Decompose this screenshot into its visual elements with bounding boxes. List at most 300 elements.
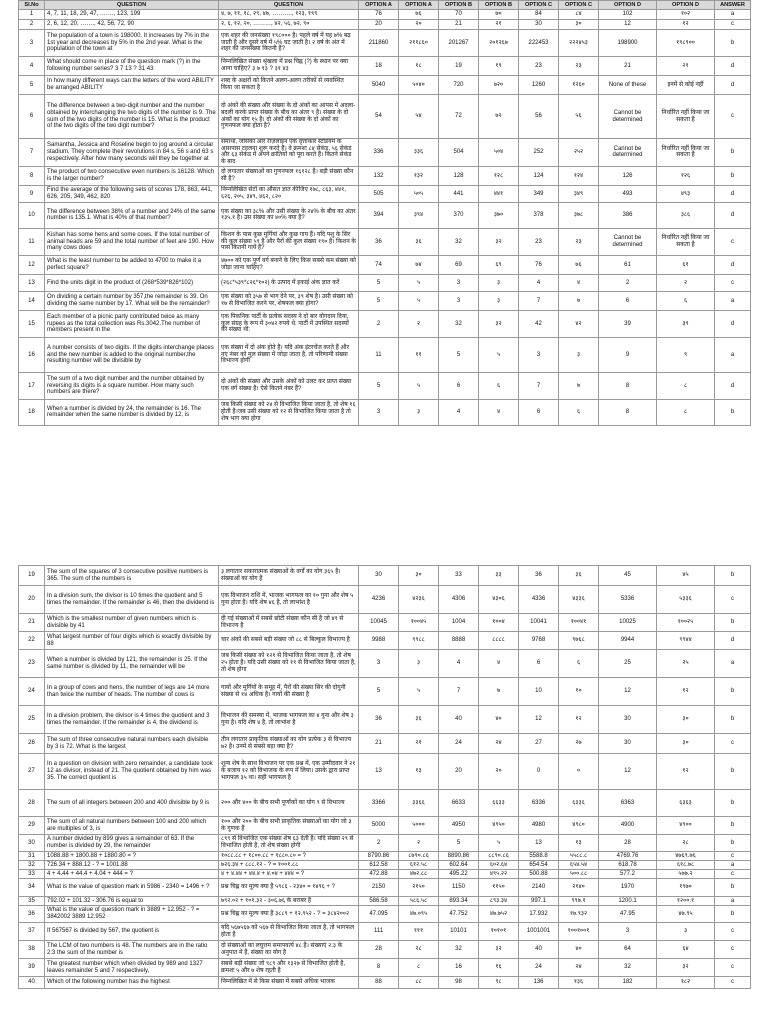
sl-no-cell: 39 (19, 959, 45, 977)
option-c-hi-cell: ० (559, 754, 599, 790)
option-c-hi-cell: ४३३६ (559, 586, 599, 614)
table-row (19, 977, 751, 989)
option-b-cell: 128 (439, 166, 479, 185)
option-a-cell: 8790.86 (359, 852, 399, 861)
option-c-cell: 76 (519, 255, 559, 274)
option-c-cell: 6 (519, 650, 559, 678)
question-en-cell: 2, 6, 12, 20, ……., 42, 56, 72, 90 (45, 20, 219, 30)
option-c-hi-cell: ९७६८ (559, 632, 599, 650)
option-c-hi-cell: ५००.८८ (559, 870, 599, 879)
answer-cell: d (715, 632, 751, 650)
table-row (19, 95, 751, 139)
option-b-hi-cell: ३३ (479, 566, 519, 586)
table-row (19, 185, 751, 202)
option-b-hi-cell: ३२ (479, 941, 519, 959)
option-c-cell: 252 (519, 139, 559, 167)
option-b-hi-cell: २०१२६७ (479, 30, 519, 57)
option-c-cell: 1001001 (519, 923, 559, 941)
option-d-cell: 198900 (599, 30, 657, 57)
header-question: QUESTION (45, 1, 219, 10)
option-c-hi-cell: १००४१ (559, 614, 599, 632)
option-d-hi-cell: ४७६९.७६ (657, 852, 715, 861)
option-c-cell: 56 (519, 95, 559, 139)
question-hi-cell: किशन के पास कुछ मुर्गियां और कुछ गाय हैं। यदि पशु के सिर की कुल संख्या ५९ है और पैरों की कुल संख्या १९० है। किशन के पास कितनी गायें हैं? (219, 228, 359, 255)
option-a-cell: 336 (359, 139, 399, 167)
option-d-hi-cell: ४९३ (657, 185, 715, 202)
option-a-hi-cell: ३६ (399, 706, 439, 734)
sl-no-cell: 28 (19, 790, 45, 817)
question-en-cell: Find the average of the following sets of scores 178, 863, 441, 626, 205, 349, 462, 820 (45, 185, 219, 202)
question-en-cell: Which of the following number has the highest (45, 977, 219, 989)
option-a-hi-cell: ३० (399, 566, 439, 586)
header-option-a-hindi: OPTION A (399, 1, 439, 10)
sl-no-cell: 6 (19, 95, 45, 139)
table-row (19, 566, 751, 586)
header-row (19, 1, 751, 10)
option-c-cell: 136 (519, 977, 559, 989)
option-b-hi-cell: ४९५० (479, 817, 519, 835)
option-b-cell: 19 (439, 57, 479, 76)
option-a-cell: 5 (359, 678, 399, 706)
option-c-cell: 997.1 (519, 897, 559, 906)
option-b-cell: 8888 (439, 632, 479, 650)
option-b-hi-cell: १९ (479, 57, 519, 76)
question-hi-cell: प्रश्न चिह्न का मूल्य क्या है ५९८६ - २३४० = १४९६ + ? (219, 879, 359, 897)
option-a-hi-cell: २ (399, 310, 439, 337)
option-c-hi-cell: १२६० (559, 76, 599, 95)
question-hi-cell: जब किसी संख्या को १२१ से विभाजित किया जाता है, तो शेष २५ होता है। यदि उसी संख्या को ११ से विभाजित किया जाता है, तो शेष होगा (219, 650, 359, 678)
question-en-cell: The sum of all natural numbers between 100 and 200 which are multiples of 3, is (45, 817, 219, 835)
option-a-hi-cell: ४७.०९५ (399, 906, 439, 923)
table-row (19, 586, 751, 614)
table-row (19, 76, 751, 95)
question-hi-cell: दो लगातार संख्याओं का गुणनफल १६१२८ है। बड़ी संख्या कौन सी है? (219, 166, 359, 185)
answer-cell: c (715, 274, 751, 291)
option-b-cell: 5 (439, 337, 479, 372)
answer-cell: c (715, 923, 751, 941)
question-en-cell: 1088.88 + 1800.88 + 1880.80 = ? (45, 852, 219, 861)
question-en-cell: The sum of three consecutive natural numbers each divisible by 3 is 72. What is the largest (45, 734, 219, 754)
option-b-hi-cell: ३ (479, 291, 519, 310)
option-d-cell: 1970 (599, 879, 657, 897)
table-row (19, 372, 751, 399)
option-d-cell: 5336 (599, 586, 657, 614)
option-b-cell: 3 (439, 291, 479, 310)
option-a-cell: 21 (359, 734, 399, 754)
option-c-hi-cell: ७ (559, 291, 599, 310)
option-c-hi-cell: ६३३६ (559, 790, 599, 817)
question-hi-cell: चार अंकों की सबसे बड़ी संख्या जो ८८ से बिल्कुल विभाज्य है (219, 632, 359, 650)
option-a-hi-cell: ५०४० (399, 76, 439, 95)
option-d-hi-cell: निर्धारित नहीं किया जा सकता है (657, 95, 715, 139)
question-en-cell: The difference between a two-digit number and the number obtained by interchanging the two digits of the number is 9. The sum of the two digits of the number is 15. What is the product of the two digits of the two digit number? (45, 95, 219, 139)
answer-cell: b (715, 399, 751, 425)
option-a-cell: 3366 (359, 790, 399, 817)
option-d-hi-cell: ६३६३ (657, 790, 715, 817)
option-c-hi-cell: २२२४५३ (559, 30, 599, 57)
option-c-hi-cell: १० (559, 678, 599, 706)
answer-cell: a (715, 337, 751, 372)
option-c-cell: 3 (519, 337, 559, 372)
option-b-cell: 5 (439, 835, 479, 852)
option-b-hi-cell: ७ (479, 678, 519, 706)
option-a-hi-cell: ४२३६ (399, 586, 439, 614)
option-d-hi-cell: ६४ (657, 941, 715, 959)
table-row (19, 817, 751, 835)
sl-no-cell: 36 (19, 906, 45, 923)
answer-cell: b (715, 754, 751, 790)
option-a-cell: 4236 (359, 586, 399, 614)
option-d-hi-cell: ३८६ (657, 202, 715, 228)
option-d-cell: 8 (599, 372, 657, 399)
option-b-cell: 6 (439, 372, 479, 399)
sl-no-cell: 29 (19, 817, 45, 835)
option-a-cell: 111 (359, 923, 399, 941)
option-b-cell: 32 (439, 228, 479, 255)
option-c-cell: 9768 (519, 632, 559, 650)
option-b-hi-cell: २१ (479, 20, 519, 30)
option-b-cell: 4306 (439, 586, 479, 614)
option-a-hi-cell: २१५० (399, 879, 439, 897)
option-c-hi-cell: १२४ (559, 166, 599, 185)
option-a-cell: 586.58 (359, 897, 399, 906)
option-b-hi-cell: ११५० (479, 879, 519, 897)
option-d-cell: 8 (599, 399, 657, 425)
option-c-cell: 36 (519, 566, 559, 586)
option-b-hi-cell: ४४१ (479, 185, 519, 202)
option-b-cell: 32 (439, 310, 479, 337)
question-table-top (18, 0, 751, 426)
answer-cell: c (715, 977, 751, 989)
sl-no-cell: 20 (19, 586, 45, 614)
sl-no-cell: 37 (19, 923, 45, 941)
answer-cell: a (715, 291, 751, 310)
question-hi-cell: ३ लगातार सकारात्मक संख्याओं के वर्गों का योग ३६५ है। संख्याओं का योग है (219, 566, 359, 586)
question-hi-cell: ८९९ से विभाजित एक संख्या शेष ६३ देती है। यदि संख्या २९ से विभाजित होती है, तो शेष संख्या होगी (219, 835, 359, 852)
option-d-cell: 577.2 (599, 870, 657, 879)
option-d-hi-cell: १२००.१ (657, 897, 715, 906)
option-b-hi-cell: ९८ (479, 977, 519, 989)
option-b-hi-cell: ५०४ (479, 139, 519, 167)
option-a-hi-cell: ७४ (399, 255, 439, 274)
table-row (19, 897, 751, 906)
sl-no-cell: 13 (19, 274, 45, 291)
option-a-hi-cell: ३ (399, 650, 439, 678)
option-a-hi-cell: ५ (399, 372, 439, 399)
option-c-cell: 124 (519, 166, 559, 185)
answer-cell: d (715, 76, 751, 95)
table-row (19, 906, 751, 923)
option-d-hi-cell: १८२ (657, 977, 715, 989)
table-row (19, 835, 751, 852)
sl-no-cell: 16 (19, 337, 45, 372)
option-c-cell: 27 (519, 734, 559, 754)
header-option-d: OPTION D (599, 1, 657, 10)
option-c-hi-cell: ९९७.१ (559, 897, 599, 906)
option-a-cell: 2 (359, 310, 399, 337)
header-question-hindi: QUESTION (219, 1, 359, 10)
sl-no-cell: 15 (19, 310, 45, 337)
option-d-cell: 102 (599, 10, 657, 20)
sl-no-cell: 32 (19, 861, 45, 870)
option-c-cell: 10041 (519, 614, 559, 632)
option-b-cell: 720 (439, 76, 479, 95)
option-a-cell: 74 (359, 255, 399, 274)
option-c-cell: 7 (519, 372, 559, 399)
option-c-cell: 4336 (519, 586, 559, 614)
question-en-cell: When a number is divided by 121, the remainder is 25. If the same number is divided by 11, the remainder will be (45, 650, 219, 678)
option-d-cell: 9944 (599, 632, 657, 650)
question-en-cell: Find the units digit in the product of (268*539*826*102) (45, 274, 219, 291)
option-d-hi-cell: १००२५ (657, 614, 715, 632)
option-b-hi-cell: ३ (479, 274, 519, 291)
option-c-hi-cell: ४ (559, 274, 599, 291)
sl-no-cell: 5 (19, 76, 45, 95)
question-hi-cell: एक संख्या में दो अंक होते हैं। यदि अंक इंटरचेंज करते हैं और नए नंबर को मूल संख्या में जोड़ा जाता है, तो परिणामी संख्या विभाज्य होगी (219, 337, 359, 372)
option-d-cell: None of these (599, 76, 657, 95)
option-a-hi-cell: ११ (399, 337, 439, 372)
question-en-cell: What is the least number to be added to 4700 to make it a perfect square? (45, 255, 219, 274)
option-d-cell: 47.95 (599, 906, 657, 923)
option-a-cell: 28 (359, 941, 399, 959)
answer-cell: b (715, 30, 751, 57)
option-d-cell: 30 (599, 734, 657, 754)
option-d-hi-cell: ८ (657, 399, 715, 425)
option-c-cell: 42 (519, 310, 559, 337)
option-b-hi-cell: ४९५.२२ (479, 870, 519, 879)
option-a-cell: 505 (359, 185, 399, 202)
option-a-cell: 10045 (359, 614, 399, 632)
question-hi-cell: निम्नलिखित सेटों का औसत ज्ञात कीजिए १७८, ८६३, ४४१, ६२६, २०५, ३४९, ४६२, ८२० (219, 185, 359, 202)
answer-cell: a (715, 861, 751, 870)
option-b-hi-cell: १६ (479, 959, 519, 977)
option-d-cell: 61 (599, 255, 657, 274)
question-hi-cell: १०० और २०० के बीच सभी प्राकृतिक संख्याओं का योग जो ३ के गुणक हैं (219, 817, 359, 835)
question-hi-cell: ७२६.३४ + ८८८.१२ - ? = १००१.८८ (219, 861, 359, 870)
question-en-cell: In a group of cows and hens, the number of legs are 14 more than twice the number of heads. The number of cows is (45, 678, 219, 706)
option-d-hi-cell: निर्धारित नहीं किया जा सकता है (657, 139, 715, 167)
question-hi-cell: समांथा, जेसिका और रोज़लाइन एक वृत्ताकार स्टेडियम के आसपास टहलना शुरू करते हैं। वे क्रमशः ८४ सेकंड, ५६ सेकंड और ६३ सेकंड में अपने क्रांतियों को पूरा करते हैं। कितने सेकंड के बाद (219, 139, 359, 167)
option-b-hi-cell: ६९ (479, 255, 519, 274)
option-d-hi-cell: ३ (657, 923, 715, 941)
option-a-hi-cell: २० (399, 20, 439, 30)
option-c-cell: 12 (519, 706, 559, 734)
option-a-hi-cell: १३ (399, 754, 439, 790)
option-c-cell: 13 (519, 835, 559, 852)
option-c-hi-cell: ६ (559, 650, 599, 678)
option-c-cell: 349 (519, 185, 559, 202)
option-d-hi-cell: १९८९०० (657, 30, 715, 57)
table-row (19, 852, 751, 861)
table-row (19, 941, 751, 959)
question-hi-cell: ४ + ४.४४ + ४४.४ + ४.०४ + ४४४ = ? (219, 870, 359, 879)
option-c-hi-cell: ६ (559, 399, 599, 425)
option-b-hi-cell: ४ (479, 399, 519, 425)
sl-no-cell: 19 (19, 566, 45, 586)
question-en-cell: In a question on division with zero remainder, a candidate took 12 as divisor, instead of 21. The quotient obtained by him was 35. The correct quotient is (45, 754, 219, 790)
question-en-cell: The difference between 38% of a number and 24% of the same number is 135.1. What is 40% of that number? (45, 202, 219, 228)
option-d-cell: 30 (599, 706, 657, 734)
sl-no-cell: 17 (19, 372, 45, 399)
option-a-hi-cell: ५ (399, 291, 439, 310)
option-d-hi-cell: ६१ (657, 255, 715, 274)
question-hi-cell: २, ६, १२, २०, ………, ४२, ५६, ७२, ९० (219, 20, 359, 30)
option-a-hi-cell: ५००० (399, 817, 439, 835)
table-row (19, 255, 751, 274)
option-b-hi-cell: ४ (479, 650, 519, 678)
option-d-cell: 386 (599, 202, 657, 228)
table-row (19, 632, 751, 650)
sl-no-cell: 18 (19, 399, 45, 425)
option-c-cell: 4980 (519, 817, 559, 835)
option-c-cell: 500.88 (519, 870, 559, 879)
question-hi-cell: ४७०० को एक पूर्ण वर्ग बनाने के लिए किस सबसे कम संख्या को जोड़ा जाना चाहिए? (219, 255, 359, 274)
option-a-hi-cell: ३६ (399, 228, 439, 255)
option-b-hi-cell: ५ (479, 835, 519, 852)
option-c-hi-cell: ३४९ (559, 185, 599, 202)
option-b-cell: 16 (439, 959, 479, 977)
sl-no-cell: 12 (19, 255, 45, 274)
question-en-cell: The LCM of two numbers is 48. The numbers are in the ratio 2:3 the sum of the number is (45, 941, 219, 959)
question-en-cell: The sum of a two digit number and the number obtained by reversing its digits is a square number. How many such numbers are there? (45, 372, 219, 399)
option-b-cell: 6633 (439, 790, 479, 817)
option-d-cell: 28 (599, 835, 657, 852)
header-option-c-hindi: OPTION C (559, 1, 599, 10)
sl-no-cell: 4 (19, 57, 45, 76)
option-b-cell: 33 (439, 566, 479, 586)
option-a-cell: 36 (359, 706, 399, 734)
option-d-hi-cell: ४९०० (657, 817, 715, 835)
option-b-cell: 3 (439, 274, 479, 291)
question-en-cell: What is the value of question mark in 3889 + 12.952 - ? = 3842002 3889 12.952 (45, 906, 219, 923)
table-row (19, 399, 751, 425)
answer-cell: b (715, 166, 751, 185)
option-b-cell: 201267 (439, 30, 479, 57)
table-row (19, 614, 751, 632)
option-d-cell: 45 (599, 566, 657, 586)
question-hi-cell: एक संख्या का ३८% और उसी संख्या के २४% के बीच का अंतर १३५.१ है। उस संख्या का ४०% क्या है? (219, 202, 359, 228)
table-row (19, 202, 751, 228)
option-b-cell: 8890.86 (439, 852, 479, 861)
answer-cell: d (715, 185, 751, 202)
option-c-hi-cell: ४९८० (559, 817, 599, 835)
question-hi-cell: एक शहर की जनसंख्या १९८००० है। पहले वर्ष में यह ७% बढ़ जाती है और दूसरे वर्ष में ५% घट जाती है। २ वर्ष के अंत में शहर की जनसंख्या कितनी है? (219, 30, 359, 57)
table-row (19, 923, 751, 941)
question-hi-cell: सबसे बड़ी संख्या जो ९८९ और १३२७ से विभाजित होती है, क्रमशः ५ और ७ शेष रहती है (219, 959, 359, 977)
question-en-cell: Samantha, Jessica and Roseline begin to jog around a circular stadium. They complete their revolutions in 84 s, 56 s and 63 s respectively. After how many seconds will they be together at (45, 139, 219, 167)
option-c-hi-cell: ५६ (559, 95, 599, 139)
option-d-hi-cell: १२ (657, 20, 715, 30)
option-c-hi-cell: ७ (559, 372, 599, 399)
option-a-hi-cell: ९९८८ (399, 632, 439, 650)
option-b-cell: 40 (439, 706, 479, 734)
option-b-hi-cell: १००४ (479, 614, 519, 632)
option-d-hi-cell: १२ (657, 678, 715, 706)
answer-cell: d (715, 310, 751, 337)
option-c-hi-cell: २३ (559, 57, 599, 76)
answer-cell: a (715, 897, 751, 906)
option-d-hi-cell: २५ (657, 650, 715, 678)
option-b-cell: 1150 (439, 879, 479, 897)
sl-no-cell: 25 (19, 706, 45, 734)
option-d-hi-cell: ९९४४ (657, 632, 715, 650)
option-c-cell: 84 (519, 10, 559, 20)
question-hi-cell: एक पिकनिक पार्टी के प्रत्येक सदस्य ने दो बार योगदान दिया, कुल संग्रह के रूप में ३०४२ रुपये थे. पार्टी में उपस्थित सदस्यों की संख्या थी: (219, 310, 359, 337)
option-c-hi-cell: २३ (559, 228, 599, 255)
option-d-cell: 10025 (599, 614, 657, 632)
question-hi-cell: दो अंकों की संख्या और उसके अंकों को उलट कर प्राप्त संख्या एक वर्ग संख्या है। ऐसे कितने नंबर हैं? (219, 372, 359, 399)
answer-cell: c (715, 941, 751, 959)
option-c-cell: 7 (519, 291, 559, 310)
option-a-cell: 211860 (359, 30, 399, 57)
option-b-cell: 1004 (439, 614, 479, 632)
answer-cell: d (715, 202, 751, 228)
option-a-hi-cell: ६१२.५८ (399, 861, 439, 870)
option-b-cell: 4950 (439, 817, 479, 835)
sl-no-cell: 10 (19, 202, 45, 228)
option-d-cell: 64 (599, 941, 657, 959)
option-a-cell: 88 (359, 977, 399, 989)
table-row (19, 706, 751, 734)
option-c-cell: 5588.8 (519, 852, 559, 861)
question-hi-cell: एक संख्या को ३५७ से भाग देने पर, ३९ शेष है। उसी संख्या को १७ से विभाजित करने पर, शेषफल क्या होगा? (219, 291, 359, 310)
question-hi-cell: दो संख्याओं का लघुत्तम समापवर्त्य ४८ है। संख्याएं २:३ के अनुपात में हैं, संख्या का योग है (219, 941, 359, 959)
option-c-cell: 0 (519, 754, 559, 790)
option-b-cell: 70 (439, 10, 479, 20)
option-b-hi-cell: ४० (479, 706, 519, 734)
answer-cell: b (715, 835, 751, 852)
question-en-cell: What should come in place of the question mark (?) in the following number series? 3 7 13 ? 31 43 (45, 57, 219, 76)
option-c-hi-cell: २१४० (559, 879, 599, 897)
header-option-d-hindi: OPTION D (657, 1, 715, 10)
question-en-cell: If 567567 is divided by 567, the quotient is (45, 923, 219, 941)
sl-no-cell: 24 (19, 678, 45, 706)
question-hi-cell: शून्य शेष के साथ विभाजन पर एक प्रश्न में, एक उम्मीदवार ने २१ के बजाय १२ को विभाजक के रूप में लिया। उसके द्वारा प्राप्त भागफल ३५ था। सही भागफल है (219, 754, 359, 790)
sl-no-cell: 8 (19, 166, 45, 185)
header-slno: Sl.No (19, 1, 45, 10)
option-d-hi-cell: ५३३६ (657, 586, 715, 614)
option-c-hi-cell: २४ (559, 959, 599, 977)
option-d-cell: 21 (599, 57, 657, 76)
answer-cell: b (715, 706, 751, 734)
option-a-cell: 54 (359, 95, 399, 139)
question-hi-cell: एक विभाजन राशि में, भाजक भागफल का १० गुना और शेष ५ गुना होता है। यदि शेष ४६ है, तो लाभांश है (219, 586, 359, 614)
question-hi-cell: तीन लगातार प्राकृतिक संख्याओं का योग प्रत्येक ३ से विभाज्य ७२ है। उनमें से सबसे बड़ा क्या है? (219, 734, 359, 754)
table-row (19, 274, 751, 291)
option-b-hi-cell: ३२ (479, 310, 519, 337)
option-c-hi-cell: ५५८८.८ (559, 852, 599, 861)
question-hi-cell: दी गई संख्याओं में सबसे छोटी संख्या कौन सी है जो ४१ से विभाज्य है (219, 614, 359, 632)
option-c-cell: 222453 (519, 30, 559, 57)
option-b-hi-cell: ८८८८ (479, 632, 519, 650)
sl-no-cell: 23 (19, 650, 45, 678)
option-b-hi-cell: ४३०६ (479, 586, 519, 614)
option-c-cell: 378 (519, 202, 559, 228)
option-a-cell: 472.88 (359, 870, 399, 879)
option-c-cell: 4 (519, 274, 559, 291)
answer-cell: b (715, 817, 751, 835)
question-en-cell: Each member of a picnic party contributed twice as many rupees as the total collection was Rs.3042.The number of members present in the (45, 310, 219, 337)
option-d-hi-cell: इनमें से कोई नहीं (657, 76, 715, 95)
option-a-hi-cell: २१ (399, 734, 439, 754)
option-c-cell: 24 (519, 959, 559, 977)
option-a-hi-cell: ७६ (399, 10, 439, 20)
option-a-hi-cell: १८ (399, 57, 439, 76)
option-c-hi-cell: १००१००१ (559, 923, 599, 941)
option-b-cell: 893.34 (439, 897, 479, 906)
table-row (19, 310, 751, 337)
option-d-hi-cell: ८ (657, 372, 715, 399)
